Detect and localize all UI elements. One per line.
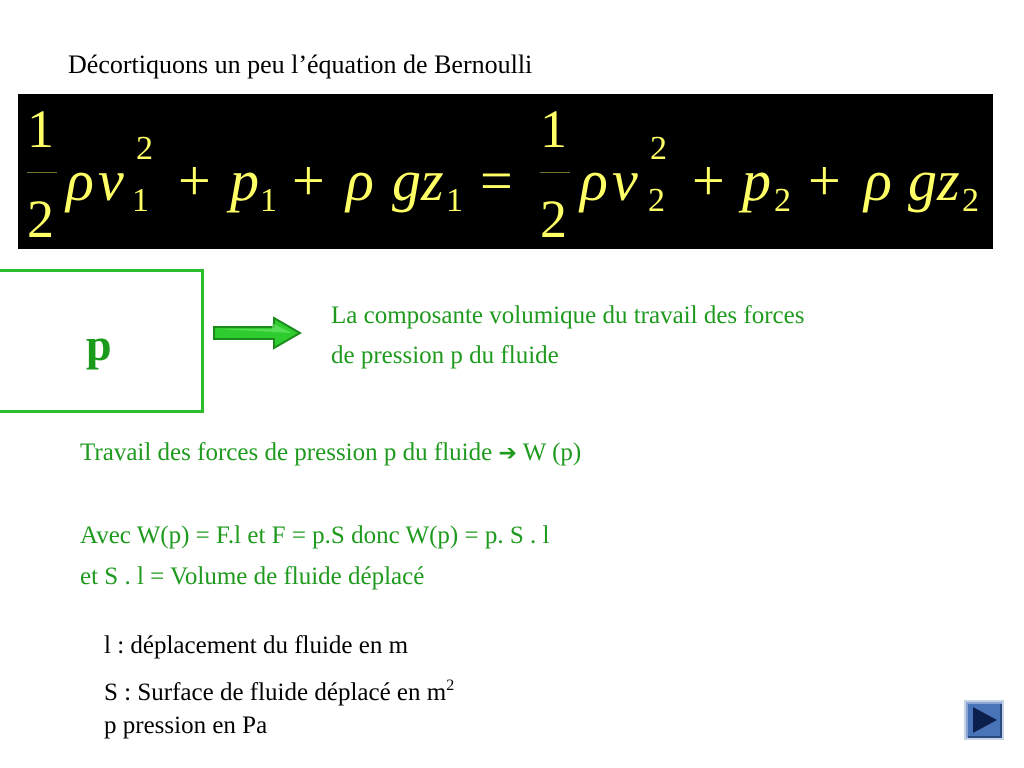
next-slide-button[interactable] — [964, 700, 1004, 740]
legend-l: l : déplacement du fluide en m — [104, 632, 409, 659]
lhs-plus-1: + — [178, 148, 211, 213]
lhs-rho: ρ — [66, 148, 94, 213]
lhs-fraction-bar — [27, 172, 57, 173]
lhs-z-subscript: 1 — [446, 182, 463, 219]
lhs-gz: gz — [392, 148, 444, 213]
lhs-fraction-denominator: 2 — [27, 189, 54, 249]
lhs-fraction-numerator: 1 — [27, 99, 54, 159]
rhs-fraction-denominator: 2 — [540, 189, 567, 249]
rhs-plus-2: + — [808, 148, 841, 213]
rhs-p: p — [742, 148, 771, 213]
lhs-p-subscript: 1 — [260, 182, 277, 219]
work-text: Travail des forces de pression p du fluide — [80, 439, 493, 466]
term-description-line-1: La composante volumique du travail des forces — [331, 302, 805, 329]
lhs-v-subscript: 1 — [132, 182, 149, 219]
rhs-p-subscript: 2 — [774, 182, 791, 219]
bernoulli-equation — [18, 94, 993, 249]
right-arrow-icon — [212, 316, 304, 350]
rhs-rho-g: ρ — [864, 148, 892, 213]
term-description-line-2: de pression p du fluide — [331, 342, 559, 369]
formula-line-2: et S . l = Volume de fluide déplacé — [80, 563, 425, 590]
lhs-p: p — [230, 148, 259, 213]
formula-line-1: Avec W(p) = F.l et F = p.S donc W(p) = p. S . l — [80, 522, 550, 549]
legend-s-exponent: 2 — [446, 677, 455, 694]
rhs-z-subscript: 2 — [962, 182, 979, 219]
play-next-icon — [966, 702, 1002, 738]
rhs-plus-1: + — [692, 148, 725, 213]
equals-sign: = — [480, 148, 513, 213]
work-result: W (p) — [522, 439, 582, 466]
rhs-fraction-bar — [540, 172, 570, 173]
lhs-v: v — [98, 148, 124, 213]
lhs-plus-2: + — [292, 148, 325, 213]
slide-title: Décortiquons un peu l’équation de Bernoulli — [68, 50, 533, 79]
work-statement — [80, 433, 581, 474]
lhs-rho-g: ρ — [346, 148, 374, 213]
term-description — [331, 296, 804, 376]
rhs-v-exponent: 2 — [650, 130, 667, 167]
rhs-v-subscript: 2 — [648, 182, 665, 219]
rhs-rho: ρ — [580, 148, 608, 213]
lhs-v-exponent: 2 — [136, 130, 153, 167]
rhs-v: v — [612, 148, 638, 213]
term-letter-p: p — [86, 319, 112, 370]
legend-s-text: S : Surface de fluide déplacé en m — [104, 679, 447, 706]
bold-arrow-icon: ➔ — [498, 441, 517, 466]
rhs-fraction-numerator: 1 — [540, 99, 567, 159]
rhs-gz: gz — [908, 148, 960, 213]
legend-p: p pression en Pa — [104, 712, 268, 739]
